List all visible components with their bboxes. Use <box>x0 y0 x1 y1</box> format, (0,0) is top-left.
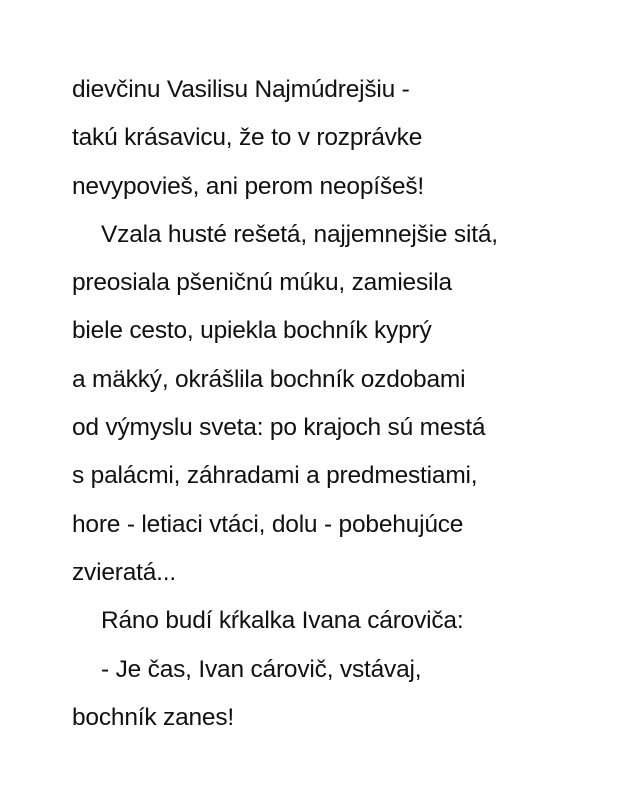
text-line-8: od výmyslu sveta: po krajoch sú mestá <box>72 414 486 442</box>
text-line-1: dievčinu Vasilisu Najmúdrejšiu - <box>72 76 410 103</box>
text-line-7: a mäkký, okrášlila bochník ozdobami <box>72 365 466 393</box>
text-line-12: Ráno budí kŕkalka Ivana cároviča: <box>101 607 464 635</box>
text-line-3: nevypovieš, ani perom neopíšeš! <box>72 172 424 200</box>
story-text <box>72 66 612 742</box>
text-line-5: preosiala pšeničnú múku, zamiesila <box>72 269 452 297</box>
text-line-9: s palácmi, záhradami a predmestiami, <box>72 462 478 490</box>
text-line-6: biele cesto, upiekla bochník kyprý <box>72 317 432 345</box>
text-line-14: bochník zanes! <box>72 703 235 731</box>
text-line-10: hore - letiaci vtáci, dolu - pobehujúce <box>72 510 464 538</box>
text-line-2: takú krásavicu, že to v rozprávke <box>72 124 423 152</box>
text-line-13: - Je čas, Ivan cárovič, vstávaj, <box>101 655 422 683</box>
text-line-4: Vzala husté rešetá, najjemnejšie sitá, <box>101 220 498 248</box>
text-line-11: zvieratá... <box>72 558 177 586</box>
